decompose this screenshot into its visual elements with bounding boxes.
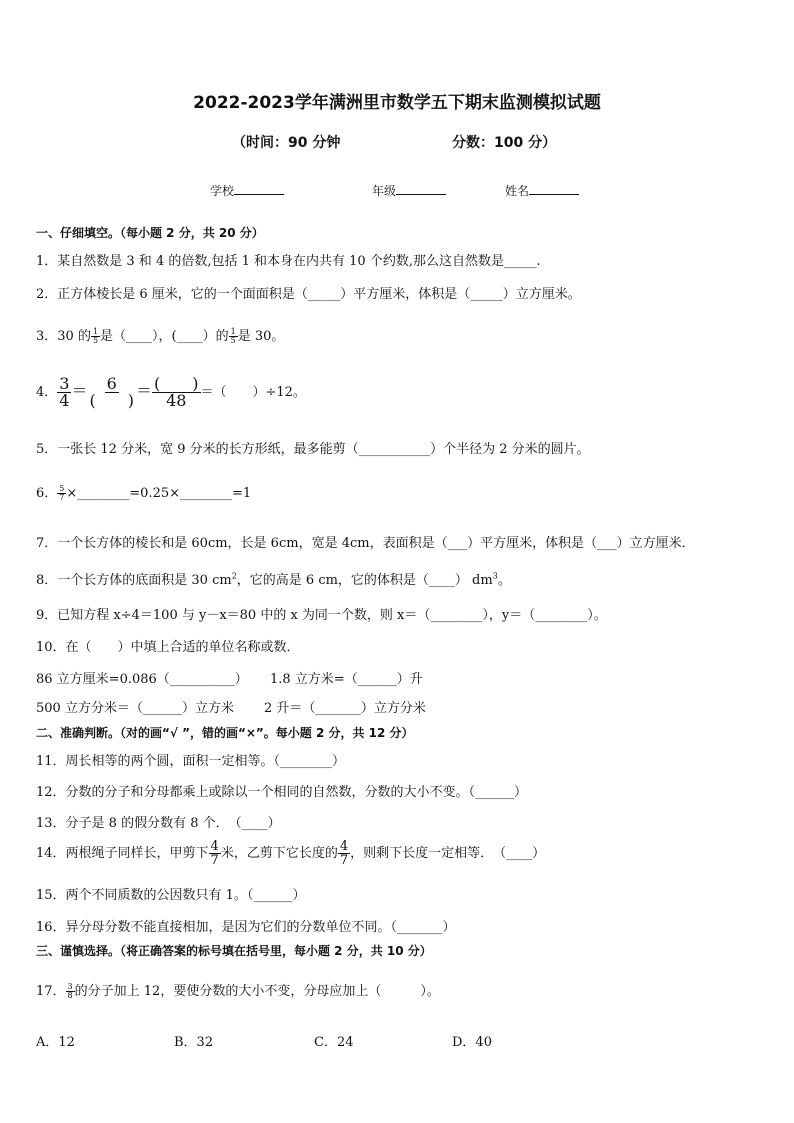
question-10b: 1.8 立方米=（______）升 (270, 672, 423, 687)
fraction-4-7-b: $\frac{4}{7}$ (339, 839, 349, 868)
q17-text-b: 的分子加上 12，要使分数的大小不变，分母应加上（ ）。 (74, 984, 440, 999)
question-10d: 2 升＝（_______）立方分米 (264, 701, 426, 716)
fraction-1-5-b: $\frac{1}{5}$ (230, 327, 236, 345)
q8-text-b: ，它的高是 6 cm，它的体积是（____） dm (236, 573, 493, 588)
option-c[interactable]: C．24 (314, 1035, 354, 1050)
question-10c: 500 立方分米＝（______）立方米 (36, 701, 234, 716)
fraction-6-blank: $\frac{6}{( )}$ (89, 374, 134, 410)
section-1-heading: 一、仔细填空。（每小题 2 分，共 20 分） (36, 226, 264, 240)
page-title: 2022-2023学年满洲里市数学五下期末监测模拟试题 (193, 93, 601, 113)
question-15: 15．两个不同质数的公因数只有 1。（______） (36, 888, 306, 903)
school-label: 学校 (210, 184, 235, 198)
q14-text-a: 14．两根绳子同样长，甲剪下 (36, 846, 209, 861)
section-3-heading: 三、谨慎选择。（将正确答案的标号填在括号里，每小题 2 分，共 10 分） (36, 944, 432, 958)
question-3 (36, 325, 284, 345)
q8-text-c: 。 (497, 573, 511, 588)
option-b[interactable]: B．32 (174, 1035, 214, 1050)
q8-superscript: 2 (231, 571, 237, 581)
question-7: 7．一个长方体的棱长和是 60cm，长是 6cm，宽是 4cm，表面积是（___）平方厘米，体积是（___）立方厘米． (36, 536, 695, 551)
name-label: 姓名 (505, 184, 530, 198)
equals-sign: ＝ (71, 381, 88, 400)
q3-text-b: 是（____），(____）的 (100, 329, 229, 344)
question-16: 16．异分母分数不能直接相加，是因为它们的分数单位不同。（_______） (36, 920, 456, 935)
question-13: 13．分子是 8 的假分数有 8 个． （____） (36, 816, 281, 831)
question-2: 2．正方体棱长是 6 厘米，它的一个面面积是（_____）平方厘米，体积是（_____）立方厘米。 (36, 287, 581, 302)
exam-score: 分数：100 分） (452, 135, 557, 151)
name-field[interactable] (505, 182, 579, 199)
q17-text-a: 17． (36, 984, 66, 999)
equals-sign-2: ＝ (135, 381, 152, 400)
option-a[interactable]: A．12 (36, 1035, 75, 1050)
exam-time: （时间：90 分钟 (232, 135, 341, 151)
grade-field[interactable] (372, 182, 446, 199)
question-1: 1．某自然数是 3 和 4 的倍数,包括 1 和本身在内共有 10 个约数,那么这自然数是_____. (36, 254, 541, 269)
q8-text-a: 8．一个长方体的底面积是 30 cm (36, 573, 232, 588)
q3-text-c: 是 30。 (237, 329, 285, 344)
q3-text-a: 3．30 的 (36, 329, 91, 344)
fraction-blank-48: $\frac{( )}{48}$ (154, 374, 199, 410)
q6-text-b: ×________=0.25×________=1 (66, 486, 252, 501)
grade-blank[interactable] (396, 194, 446, 195)
question-9: 9．已知方程 x÷4＝100 与 y－x＝80 中的 x 为同一个数，则 x＝（________），y＝（________）。 (36, 608, 607, 623)
fraction-3-8: $\frac{3}{8}$ (67, 982, 73, 1000)
section-2-heading: 二、准确判断。（对的画“√ ”，错的画“×”。每小题 2 分，共 12 分） (36, 726, 414, 740)
name-blank[interactable] (529, 194, 579, 195)
q4-text-b: ＝（ ）÷12。 (200, 385, 306, 400)
question-17 (36, 980, 440, 1000)
fraction-5-7: $\frac{5}{7}$ (59, 484, 65, 502)
question-4 (36, 376, 306, 409)
q8-superscript-2: 3 (492, 571, 498, 581)
q4-text-a: 4． (36, 385, 58, 400)
question-6 (36, 482, 251, 502)
q14-text-b: 米，乙剪下它长度的 (220, 846, 338, 861)
question-8 (36, 569, 511, 588)
fraction-1-5: $\frac{1}{5}$ (92, 327, 99, 345)
school-blank[interactable] (234, 194, 284, 195)
question-11: 11．周长相等的两个圆，面积一定相等。（________） (36, 754, 346, 769)
q6-text-a: 6． (36, 486, 58, 501)
grade-label: 年级 (372, 184, 397, 198)
option-d[interactable]: D．40 (452, 1035, 492, 1050)
fraction-4-7: $\frac{4}{7}$ (210, 839, 219, 868)
question-10a: 86 立方厘米=0.086（__________） (36, 672, 248, 687)
q14-text-c: ，则剩下长度一定相等． （____） (350, 846, 546, 861)
school-field[interactable] (210, 182, 284, 199)
question-5: 5．一张长 12 分米，宽 9 分米的长方形纸，最多能剪（___________）个半径为 2 分米的圆片。 (36, 442, 590, 457)
question-10: 10．在（ ）中填上合适的单位名称或数． (36, 640, 300, 655)
question-12: 12．分数的分子和分母都乘上或除以一个相同的自然数，分数的大小不变。（______） (36, 785, 528, 800)
fraction-3-4: $\frac{3}{4}$ (59, 374, 70, 410)
question-14 (36, 840, 545, 867)
